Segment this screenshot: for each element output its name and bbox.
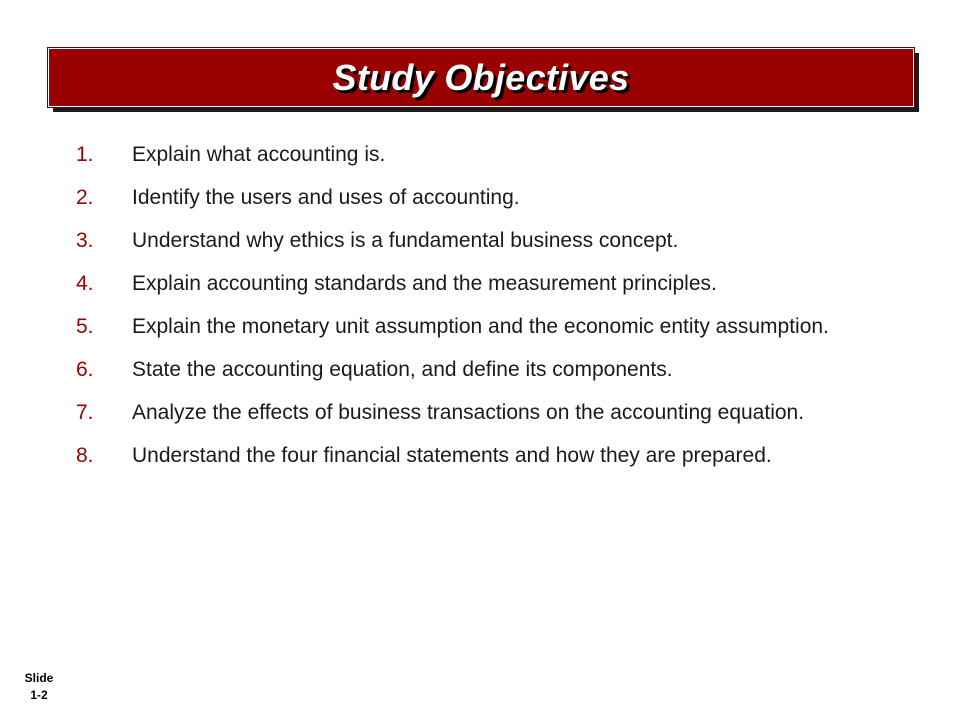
objective-text: State the accounting equation, and define its components.: [132, 358, 673, 381]
objective-item: [76, 138, 906, 171]
objective-item: [76, 224, 906, 257]
objective-item: [76, 310, 906, 343]
objectives-list: [76, 138, 906, 482]
objective-text: Identify the users and uses of accounting.: [132, 186, 520, 209]
objective-text: Understand the four financial statements and how they are prepared.: [132, 444, 772, 467]
slide-number: 1-2: [30, 688, 48, 702]
objective-number: 1.: [76, 143, 94, 166]
objective-text: Explain what accounting is.: [132, 143, 386, 166]
objective-item: [76, 181, 906, 214]
objective-number: 8.: [76, 444, 94, 467]
objective-item: [76, 353, 906, 386]
objective-text: Explain accounting standards and the measurement principles.: [132, 272, 717, 295]
title-banner: [48, 48, 914, 107]
objective-text: Analyze the effects of business transactions on the accounting equation.: [132, 401, 805, 424]
objective-number: 3.: [76, 229, 94, 252]
objective-item: [76, 267, 906, 300]
objective-item: [76, 396, 906, 429]
objective-number: 5.: [76, 315, 94, 338]
objective-number: 2.: [76, 186, 94, 209]
objective-item: [76, 439, 906, 472]
objective-number: 6.: [76, 358, 94, 381]
objective-text: Understand why ethics is a fundamental business concept.: [132, 229, 679, 252]
objective-number: 7.: [76, 401, 94, 424]
slide-label-text: Slide: [24, 671, 54, 685]
slide-number-label: [16, 670, 62, 704]
objective-text: Explain the monetary unit assumption and the economic entity assumption.: [132, 315, 829, 338]
objective-number: 4.: [76, 272, 94, 295]
slide-title: Study Objectives: [332, 56, 630, 98]
